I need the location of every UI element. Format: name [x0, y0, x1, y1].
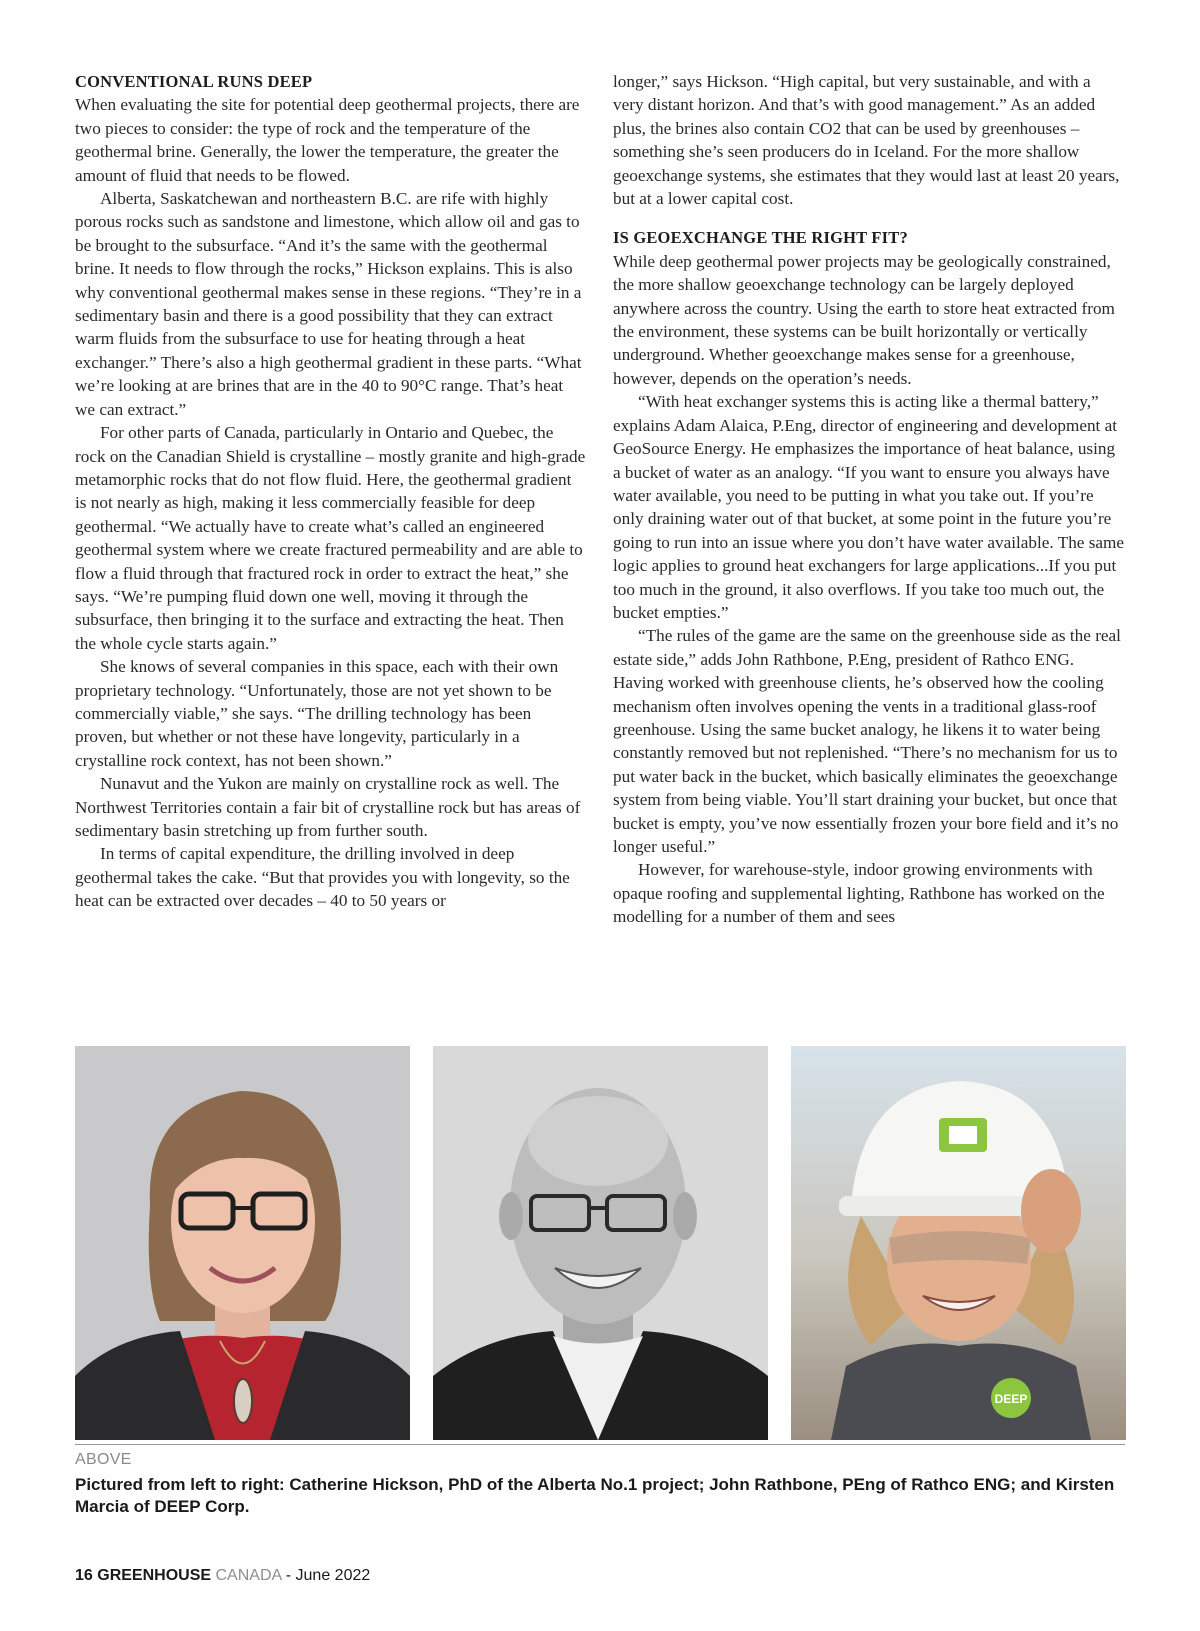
photo-kirsten-marcia: [791, 1046, 1126, 1440]
photo-strip: [75, 1046, 1125, 1440]
photo-caption: Pictured from left to right: Catherine Hickson, PhD of the Alberta No.1 project; John Rathbone, PEng of Rathco ENG; and Kirsten Marcia of DEEP Corp.: [75, 1475, 1115, 1516]
portrait-woman-glasses-image: [75, 1046, 410, 1440]
publication-name-bold: GREENHOUSE: [97, 1567, 212, 1584]
caption-label: ABOVE: [75, 1451, 132, 1468]
paragraph: When evaluating the site for potential deep geothermal projects, there are two pieces to consider: the type of rock and the temperature of the geothermal brine. Generally, the lower the temperature, the greater the amount of fluid that needs to be flowed.: [75, 95, 580, 185]
paragraph: In terms of capital expenditure, the drilling involved in deep geothermal takes the cake. “But that provides you with longevity, so the heat can be extracted over decades – 40 to 50 years or: [75, 844, 570, 911]
photo-john-rathbone: [433, 1046, 768, 1440]
paragraph: She knows of several companies in this space, each with their own proprietary technology. “Unfortunately, those are not yet shown to be commercially viable,” she says. “The drilling technology has been proven, but whether or not these have longevity, particularly in a crystalline rock context, has not been shown.”: [75, 657, 559, 770]
section-heading: CONVENTIONAL RUNS DEEP: [75, 72, 313, 91]
paragraph: Alberta, Saskatchewan and northeastern B.C. are rife with highly porous rocks such as sandstone and limestone, which allow oil and gas to be brought to the subsurface. “And it’s the same with the geothermal brine. It needs to flow through the rocks,” Hickson explains. This is also why conventional geothermal makes sense in these regions. “They’re in a sedimentary basin and there is a good possibility that they can extract warm fluids from the subsurface to use for heating through a heat exchanger.” There’s also a high geothermal gradient in these parts. “What we’re looking at are brines that are in the 40 to 90°C range. That’s heat we can extract.”: [75, 189, 582, 419]
paragraph-continuation: longer,” says Hickson. “High capital, but very sustainable, and with a very distant horizon. And that’s with good management.” As an added plus, the brines also contain CO2 that can be used by greenhouses – something she’s seen producers do in Iceland. For the more shallow geoexchange systems, she estimates that they would last at least 20 years, but at a lower capital cost.: [613, 72, 1120, 209]
article-column-right: [613, 70, 1125, 929]
paragraph: While deep geothermal power projects may be geologically constrained, the more shallow geoexchange technology can be largely deployed anywhere across the country. Using the earth to store heat extracted from the environment, these systems can be built horizontally or vertically underground. Whether geoexchange makes sense for a greenhouse, however, depends on the operation’s needs.: [613, 251, 1115, 388]
issue-date: - June 2022: [285, 1567, 371, 1584]
paragraph: “The rules of the game are the same on the greenhouse side as the real estate side,” adds John Rathbone, P.Eng, president of Rathco ENG. Having worked with greenhouse clients, he’s observed how the cooling mechanism often involves opening the vents in a traditional glass-roof greenhouse. Using the same bucket analogy, he likens it to water being constantly removed but not replenished. “There’s no mechanism for us to put water back in the bucket, which basically eliminates the geoexchange system from being viable. You’ll start draining your bucket, but once that bucket is empty, you’ve now essentially frozen your bore field and it’s no longer useful.”: [613, 626, 1121, 856]
paragraph: Nunavut and the Yukon are mainly on crystalline rock as well. The Northwest Territories contain a fair bit of crystalline rock but has areas of sedimentary basin stretching up from further south.: [75, 774, 581, 840]
portrait-woman-hardhat-image: [791, 1046, 1126, 1440]
paragraph: “With heat exchanger systems this is acting like a thermal battery,” explains Adam Alaica, P.Eng, director of engineering and development at GeoSource Energy. He emphasizes the importance of heat balance, using a bucket of water as an analogy. “If you want to ensure you always have water available, you need to be putting in what you take out. If you’re only draining water out of that bucket, at some point in the future you’re going to run into an issue where you don’t have water available. The same logic applies to ground heat exchangers for large applications...If you put too much in the ground, it also overflows. If you take too much out, the bucket empties.”: [613, 392, 1125, 622]
article-column-left: [75, 70, 587, 913]
photo-catherine-hickson: [75, 1046, 410, 1440]
portrait-man-glasses-image: [433, 1046, 768, 1440]
page-number: 16: [75, 1567, 93, 1584]
caption-divider: [75, 1444, 1125, 1445]
page-footer: [75, 1567, 370, 1585]
section-heading: IS GEOEXCHANGE THE RIGHT FIT?: [613, 228, 908, 248]
paragraph: For other parts of Canada, particularly in Ontario and Quebec, the rock on the Canadian Shield is crystalline – mostly granite and high-grade metamorphic rocks that do not flow fluid. Here, the geothermal gradient is not nearly as high, making it less commercially feasible for deep geothermal. “We actually have to create what’s called an engineered geothermal system where we create fractured permeability and are able to flow a fluid through that fractured rock in order to extract the heat,” she says. “We’re pumping fluid down one well, moving it through the subsurface, then bringing it to the surface and extracting the heat. Then the whole cycle starts again.”: [75, 423, 586, 653]
deep-logo: [991, 1378, 1031, 1418]
paragraph: However, for warehouse-style, indoor growing environments with opaque roofing and supplemental lighting, Rathbone has worked on the modelling for a number of them and sees: [613, 860, 1105, 927]
publication-name-light: CANADA: [215, 1567, 282, 1584]
svg-text:DEEP: DEEP: [994, 1392, 1028, 1406]
